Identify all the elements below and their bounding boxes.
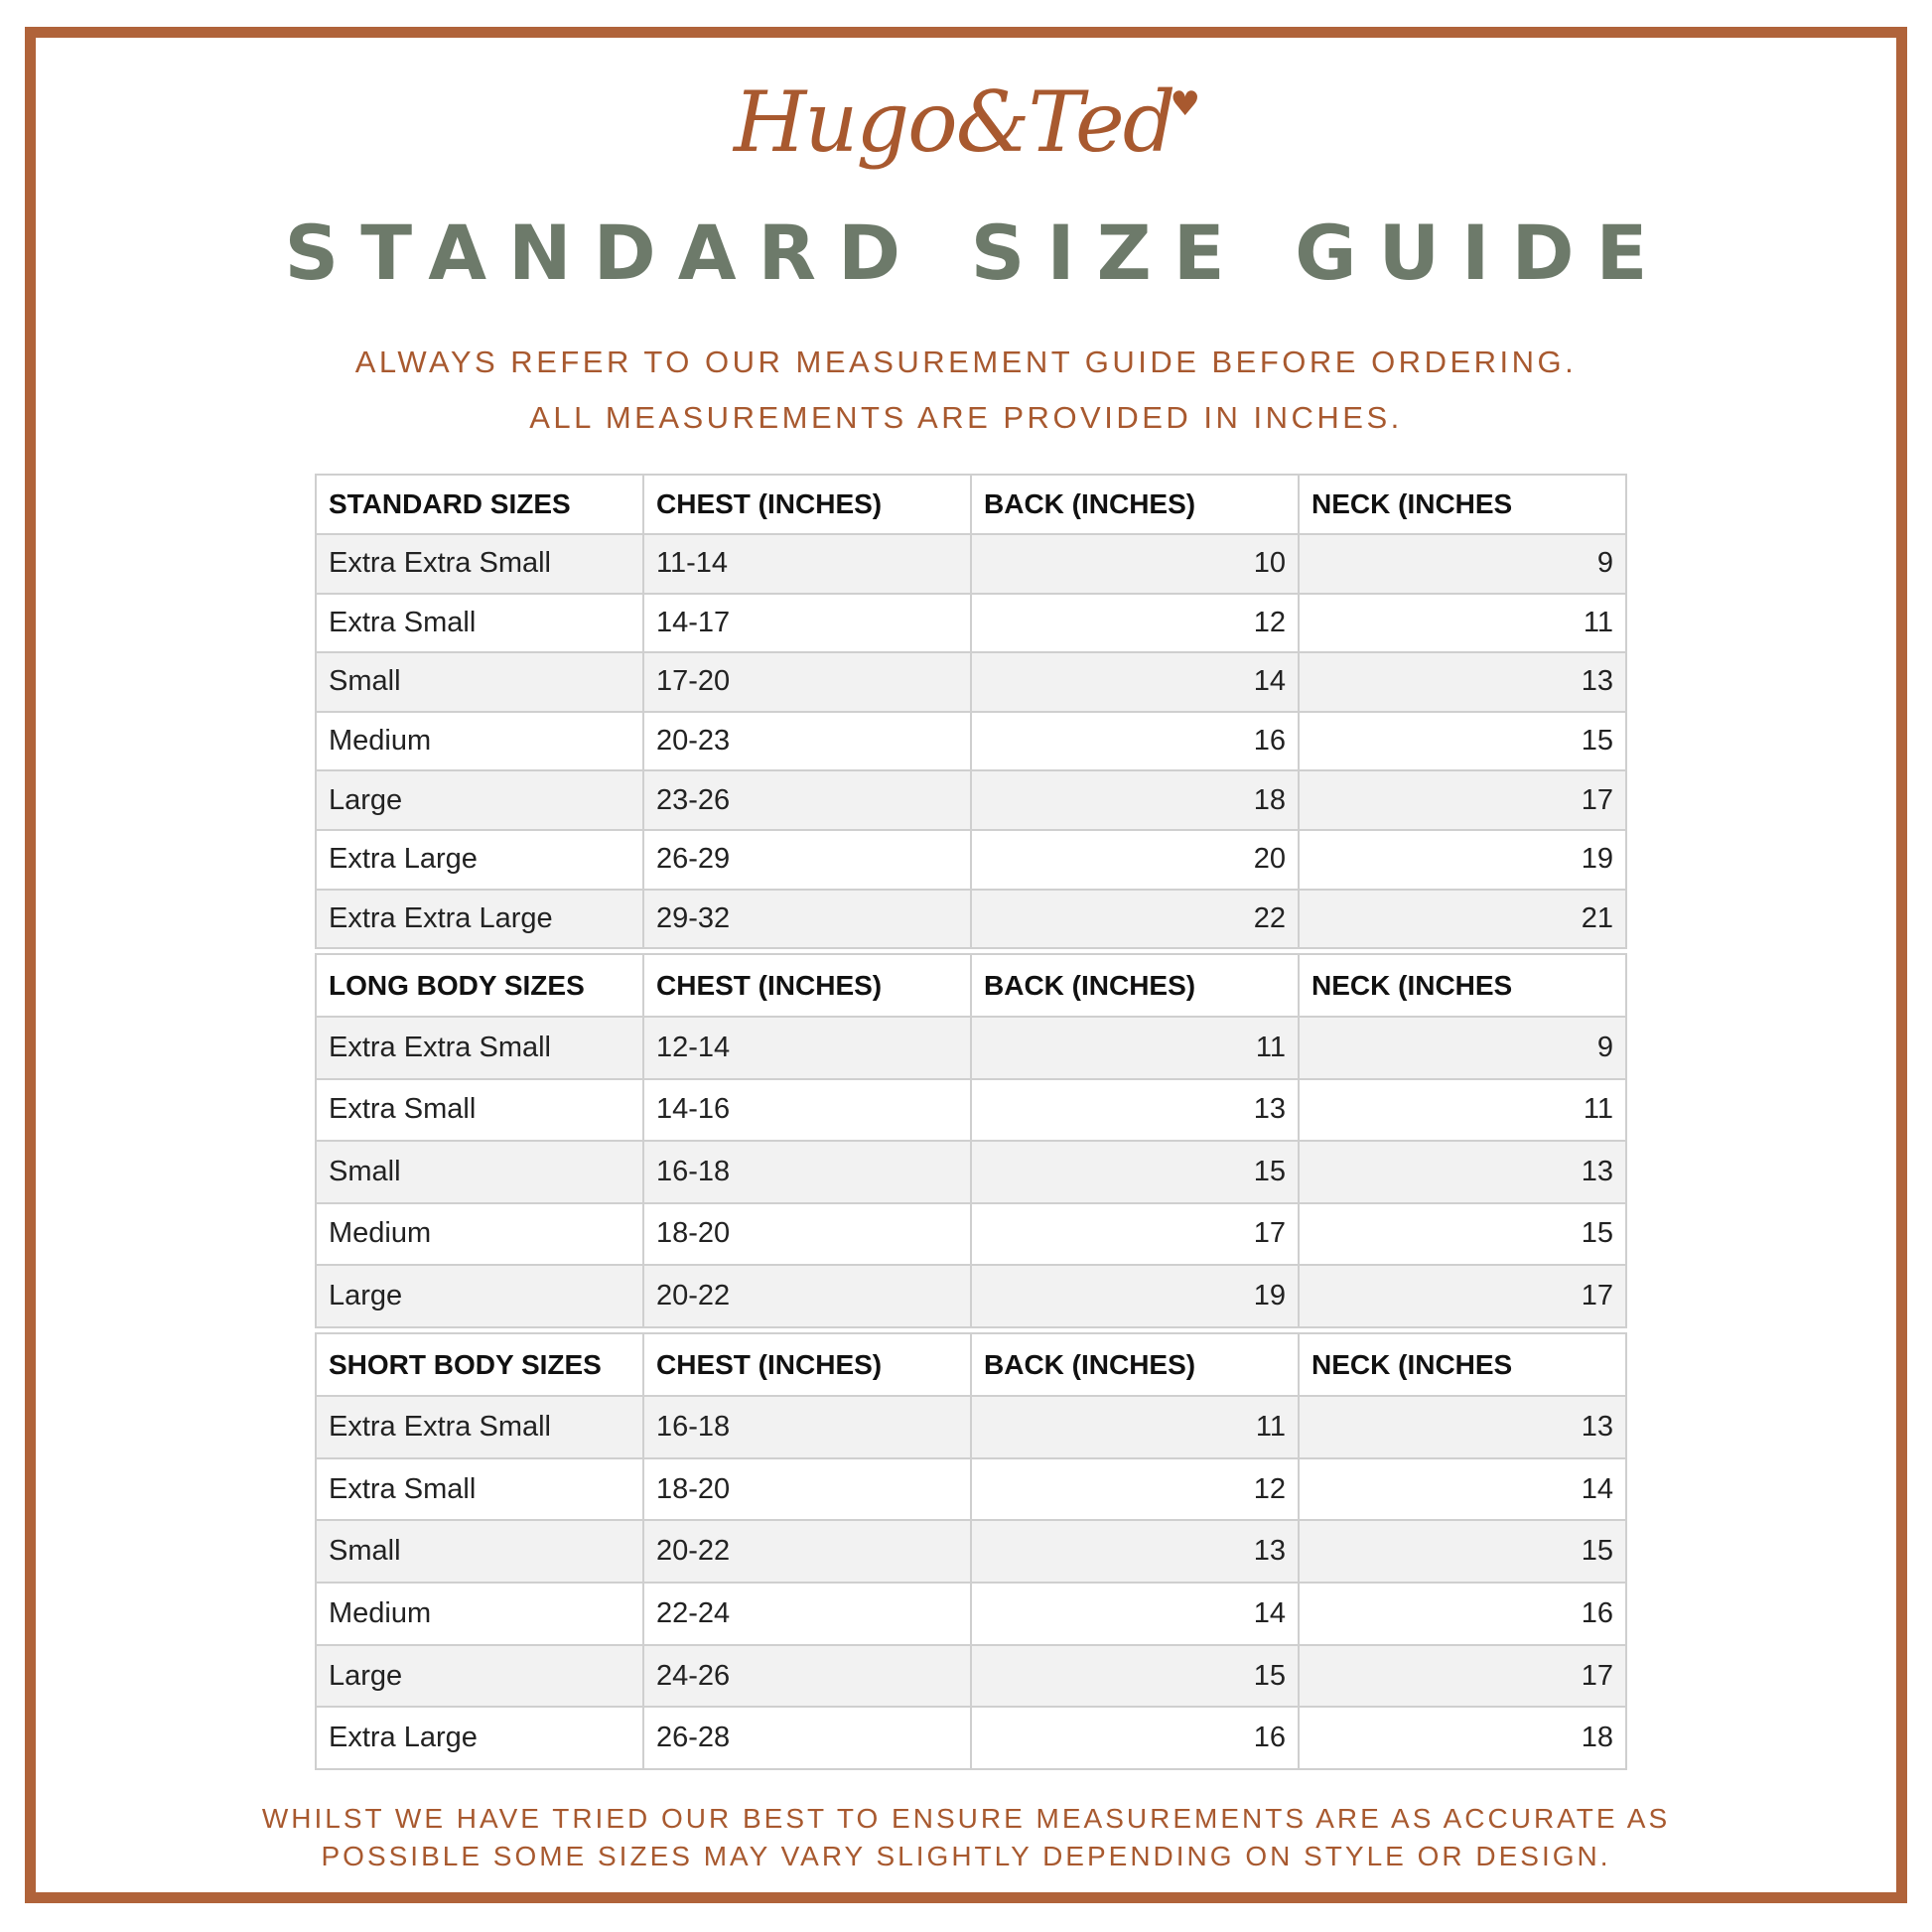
heart-icon: ♥ [1170,84,1198,124]
table-cell: 13 [971,1520,1299,1583]
table-cell: 10 [971,534,1299,594]
subtitle-line-2: ALL MEASUREMENTS ARE PROVIDED IN INCHES. [529,400,1403,435]
column-header: NECK (INCHES [1299,954,1626,1017]
table-cell: 11 [971,1396,1299,1458]
table-cell: Extra Extra Small [316,534,643,594]
table-row [316,712,1626,771]
table-header-row [316,1333,1626,1396]
table-cell: 11 [971,1017,1299,1079]
column-header: NECK (INCHES [1299,475,1626,534]
table-cell: 18 [1299,1707,1626,1769]
standard-sizes-table [315,474,1627,949]
table-cell: 20 [971,830,1299,890]
table-cell: Large [316,1265,643,1327]
table-cell: 12-14 [643,1017,971,1079]
table-cell: 23-26 [643,770,971,830]
table-cell: 20-22 [643,1265,971,1327]
table-cell: Extra Large [316,830,643,890]
table-row [316,1707,1626,1769]
table-cell: 11 [1299,1079,1626,1142]
column-header: NECK (INCHES [1299,1333,1626,1396]
table-cell: 19 [1299,830,1626,890]
table-cell: 13 [1299,652,1626,712]
table-cell: 18-20 [643,1458,971,1521]
table-cell: 13 [971,1079,1299,1142]
table-cell: 16 [1299,1583,1626,1645]
table-cell: Small [316,1141,643,1203]
page-title: STANDARD SIZE GUIDE [284,208,1670,297]
table-cell: 17 [1299,1265,1626,1327]
table-cell: 16 [971,1707,1299,1769]
table-row [316,1265,1626,1327]
table-cell: 21 [1299,890,1626,949]
table-row [316,1645,1626,1708]
table-cell: Large [316,770,643,830]
table-cell: Extra Extra Small [316,1396,643,1458]
column-header: BACK (INCHES) [971,475,1299,534]
table-cell: 26-28 [643,1707,971,1769]
table-cell: 17 [1299,770,1626,830]
table-row [316,1203,1626,1266]
table-cell: 13 [1299,1141,1626,1203]
table-cell: Extra Small [316,1079,643,1142]
table-row [316,1017,1626,1079]
table-row [316,1458,1626,1521]
table-row [316,890,1626,949]
table-cell: 15 [1299,1520,1626,1583]
table-cell: 16-18 [643,1141,971,1203]
column-header: CHEST (INCHES) [643,1333,971,1396]
column-header: BACK (INCHES) [971,1333,1299,1396]
table-cell: 19 [971,1265,1299,1327]
table-cell: Large [316,1645,643,1708]
table-cell: 20-23 [643,712,971,771]
table-cell: Extra Extra Small [316,1017,643,1079]
column-header: CHEST (INCHES) [643,954,971,1017]
table-cell: 22 [971,890,1299,949]
table-cell: Extra Extra Large [316,890,643,949]
table-row [316,1583,1626,1645]
table-cell: 18-20 [643,1203,971,1266]
table-row [316,594,1626,653]
table-cell: 22-24 [643,1583,971,1645]
table-cell: 14-17 [643,594,971,653]
table-row [316,1079,1626,1142]
table-cell: 18 [971,770,1299,830]
subtitle-line-1: ALWAYS REFER TO OUR MEASUREMENT GUIDE BEFORE ORDERING. [354,345,1578,379]
long-body-sizes-table [315,953,1627,1328]
table-cell: 12 [971,594,1299,653]
table-cell: 17 [1299,1645,1626,1708]
table-row [316,830,1626,890]
table-cell: Medium [316,712,643,771]
table-cell: 14 [1299,1458,1626,1521]
table-cell: 15 [971,1645,1299,1708]
table-cell: 26-29 [643,830,971,890]
column-header: SHORT BODY SIZES [316,1333,643,1396]
table-row [316,1141,1626,1203]
table-cell: 15 [1299,1203,1626,1266]
table-cell: 9 [1299,534,1626,594]
table-cell: 9 [1299,1017,1626,1079]
table-cell: 24-26 [643,1645,971,1708]
disclaimer-line-1: WHILST WE HAVE TRIED OUR BEST TO ENSURE MEASUREMENTS ARE AS ACCURATE AS [261,1803,1671,1834]
table-cell: 17 [971,1203,1299,1266]
table-cell: 16 [971,712,1299,771]
table-cell: 15 [1299,712,1626,771]
table-row [316,1520,1626,1583]
table-cell: 11-14 [643,534,971,594]
table-cell: 14 [971,1583,1299,1645]
column-header: LONG BODY SIZES [316,954,643,1017]
table-cell: 11 [1299,594,1626,653]
logo-text: Hugo&Ted [734,73,1174,171]
table-cell: 17-20 [643,652,971,712]
table-header-row [316,475,1626,534]
table-row [316,770,1626,830]
brand-logo [0,73,1932,171]
table-cell: Extra Small [316,594,643,653]
table-cell: 12 [971,1458,1299,1521]
table-cell: Small [316,652,643,712]
table-cell: 14 [971,652,1299,712]
table-row [316,534,1626,594]
table-cell: 13 [1299,1396,1626,1458]
table-cell: 29-32 [643,890,971,949]
table-row [316,652,1626,712]
table-cell: Small [316,1520,643,1583]
table-cell: Medium [316,1583,643,1645]
table-cell: Extra Small [316,1458,643,1521]
table-cell: 20-22 [643,1520,971,1583]
short-body-sizes-table [315,1332,1627,1770]
table-cell: Medium [316,1203,643,1266]
table-cell: 14-16 [643,1079,971,1142]
column-header: STANDARD SIZES [316,475,643,534]
table-row [316,1396,1626,1458]
disclaimer-line-2: POSSIBLE SOME SIZES MAY VARY SLIGHTLY DEPENDING ON STYLE OR DESIGN. [321,1841,1611,1871]
column-header: BACK (INCHES) [971,954,1299,1017]
table-header-row [316,954,1626,1017]
table-cell: 16-18 [643,1396,971,1458]
table-cell: Extra Large [316,1707,643,1769]
column-header: CHEST (INCHES) [643,475,971,534]
table-cell: 15 [971,1141,1299,1203]
